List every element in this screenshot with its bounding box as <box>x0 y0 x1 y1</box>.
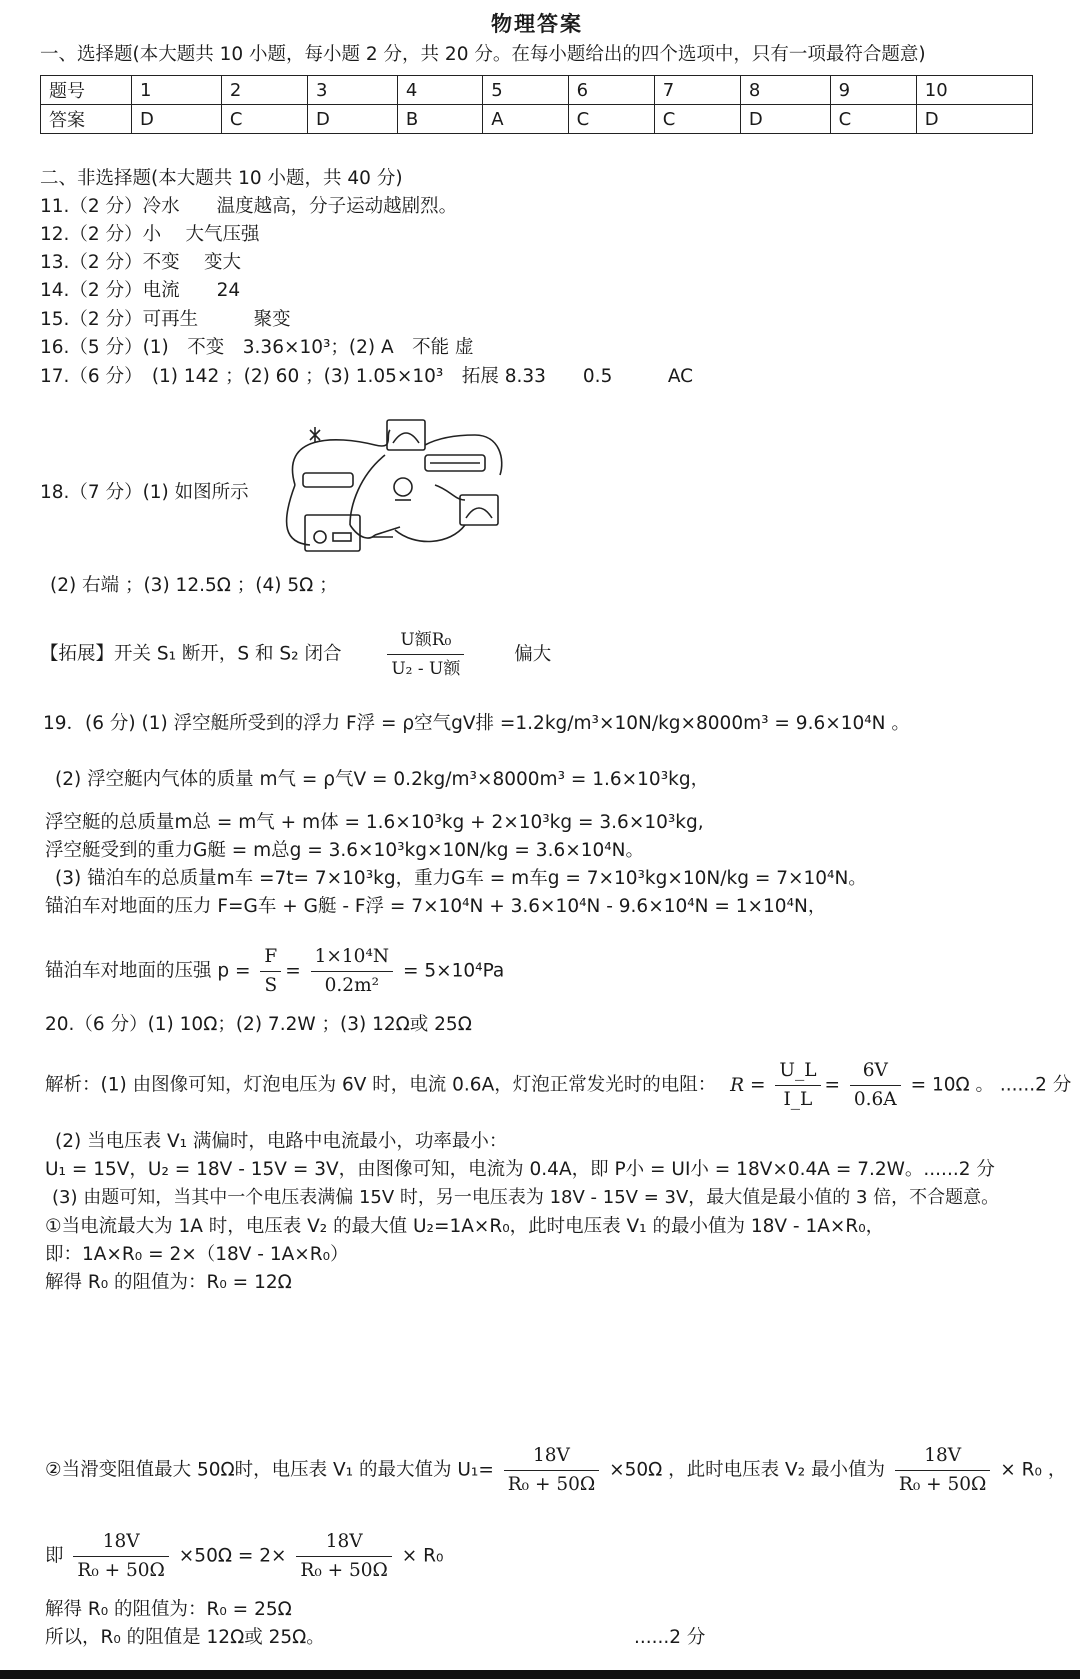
q18-ext-text: 【拓展】开关 S₁ 断开，S 和 S₂ 闭合 <box>40 643 342 665</box>
answer-q19-6: 锚泊车对地面的压力 F=G车 + G艇 - F浮 = 7×10⁴N + 3.6×10⁴N - 9.6×10⁴N = 1×10⁴N， <box>45 896 827 917</box>
fraction <box>850 1057 901 1114</box>
fraction <box>504 1442 600 1499</box>
answer-q18-ext <box>40 626 551 683</box>
circuit-wire <box>292 430 390 485</box>
fraction <box>260 943 281 1000</box>
answer-q19-5: (3) 锚泊车的总质量m车 =7t= 7×10³kg，重力G车 = m车g = 7×10³kg×10N/kg = 7×10⁴N。 <box>55 868 867 889</box>
answer-q19-2: (2) 浮空艇内气体的质量 m气 = ρ气V = 0.2kg/m³×8000m³ = 1.6×10³kg， <box>55 769 710 790</box>
table-cell: C <box>830 105 916 134</box>
section1-heading: 一、选择题(本大题共 10 小题，每小题 2 分，共 20 分。在每小题给出的四个选项中，只有一项最符合题意) <box>40 44 926 65</box>
ammeter-icon <box>387 420 425 450</box>
answer-q20-b3: 解得 R₀ 的阻值为：R₀ = 25Ω <box>45 1599 292 1620</box>
fraction <box>311 943 393 1000</box>
table-row-numbers <box>41 76 1033 105</box>
answer-q20-a2: (2) 当电压表 V₁ 满偏时，电路中电流最小，功率最小： <box>55 1131 508 1152</box>
q20-a1-result: = 10Ω 。 ......2 分 <box>910 1074 1072 1096</box>
circuit-wire <box>395 525 465 541</box>
q20-b1-text: ②当滑变阻值最大 50Ω时，电压表 V₁ 的最大值为 U₁= <box>45 1459 494 1481</box>
fraction <box>296 1528 392 1585</box>
answer-q20-a3: U₁ = 15V，U₂ = 18V - 15V = 3V，由图像可知，电流为 0.4A，即 P小 = UI小 = 18V×0.4A = 7.2W。......2 分 <box>45 1159 995 1180</box>
circuit-diagram <box>275 415 515 555</box>
answer-q20-b4: 所以，R₀ 的阻值是 12Ω或 25Ω。 <box>45 1627 325 1648</box>
page-title: 物理答案 <box>491 12 583 36</box>
fraction-denominator: 0.2m² <box>324 975 380 996</box>
answer-q18-label: 18.（7 分）(1) 如图所示 <box>40 482 249 503</box>
table-cell: 7 <box>654 76 740 105</box>
fraction-numerator: 18V <box>73 1528 169 1557</box>
q19-7-text: 锚泊车对地面的压强 p = <box>45 960 251 982</box>
answer-q20-a6: 即：1A×R₀ = 2×（18V - 1A×R₀） <box>45 1244 349 1265</box>
fraction-denominator: R₀ + 50Ω <box>300 1560 388 1581</box>
answer-table <box>40 75 1033 134</box>
section2-heading: 二、非选择题(本大题共 10 小题，共 40 分) <box>40 168 403 189</box>
table-cell: A <box>483 105 568 134</box>
q20-a1-symbol: R <box>730 1074 745 1096</box>
table-cell: C <box>221 105 307 134</box>
table-cell: C <box>654 105 740 134</box>
voltmeter-icon <box>460 495 498 525</box>
table-cell: D <box>132 105 222 134</box>
circuit-wire <box>350 525 375 538</box>
table-cell: D <box>307 105 397 134</box>
q20-b2-end: × R₀ <box>401 1545 444 1567</box>
fraction-numerator: 6V <box>850 1057 901 1086</box>
table-cell: 8 <box>740 76 830 105</box>
answer-q20-a4: (3) 由题可知，当其中一个电压表满偏 15V 时，另一电压表为 18V - 15V = 3V，最大值是最小值的 3 倍，不合题意。 <box>52 1187 1000 1208</box>
battery-icon <box>303 473 353 487</box>
table-cell: 2 <box>221 76 307 105</box>
fraction <box>775 1057 820 1114</box>
q19-7-result: = 5×10⁴Pa <box>402 960 505 982</box>
answer-q19-1: 19．(6 分) (1) 浮空艇所受到的浮力 F浮 = ρ空气gV排 =1.2kg/m³×10N/kg×8000m³ = 9.6×10⁴N 。 <box>43 713 910 734</box>
answer-q13: 13.（2 分）不变 变大 <box>40 252 241 273</box>
fraction-denominator: R₀ + 50Ω <box>898 1474 987 1495</box>
q18-ext-result: 偏大 <box>514 643 552 665</box>
answer-q11: 11.（2 分）冷水 温度越高，分子运动越剧烈。 <box>40 196 458 217</box>
table-cell: 5 <box>483 76 568 105</box>
answer-q18-b: (2) 右端 ；(3) 12.5Ω ；(4) 5Ω ； <box>50 575 338 596</box>
fraction-denominator: 0.6A <box>853 1089 897 1110</box>
sparkle-icon <box>310 427 320 443</box>
table-cell: 1 <box>132 76 222 105</box>
lamp-icon <box>394 478 412 496</box>
table-cell: D <box>916 105 1032 134</box>
fraction-numerator: 18V <box>296 1528 392 1557</box>
row-label-num: 题号 <box>41 76 132 105</box>
switch-icon <box>372 527 400 537</box>
answer-q20-a1: 解析：(1) 由图像可知，灯泡电压为 6V 时，电流 0.6A，灯泡正常发光时的电阻： R = $\frac{U\_L}{I\_L}$ = $\frac{6V}{0.6A}$ = 10Ω 。 ......2 分 <box>45 1057 1071 1114</box>
table-cell: 10 <box>916 76 1032 105</box>
fraction-numerator: U_L <box>775 1057 820 1086</box>
q20-a1-text: 解析：(1) 由图像可知，灯泡电压为 6V 时，电流 0.6A，灯泡正常发光时的电阻： <box>45 1074 717 1096</box>
answer-q17: 17.（6 分） (1) 142 ；(2) 60 ；(3) 1.05×10³ 拓展 8.33 0.5 AC <box>40 366 694 387</box>
table-cell: C <box>568 105 654 134</box>
answer-q20-head: 20.（6 分）(1) 10Ω；(2) 7.2W ；(3) 12Ω或 25Ω <box>45 1014 472 1035</box>
fraction-numerator: 18V <box>504 1442 600 1471</box>
scan-edge <box>0 1670 1080 1679</box>
fraction-denominator: I_L <box>783 1089 813 1110</box>
table-cell: B <box>397 105 482 134</box>
table-cell: D <box>740 105 830 134</box>
fraction-numerator: U额R₀ <box>387 626 464 655</box>
q20-b2-text: 即 <box>45 1545 64 1567</box>
answer-q19-7: 锚泊车对地面的压强 p = $\frac{F}{S}$ = $\frac{\text{1×10⁴N}}{\text{0.2m²}}$ = 5×10⁴Pa <box>45 943 504 1000</box>
fraction-denominator: U₂ - U额 <box>391 659 461 679</box>
answer-q20-b1 <box>45 1442 1066 1499</box>
q20-b1-mid: ×50Ω ，此时电压表 V₂ 最小值为 <box>609 1459 886 1481</box>
fraction-numerator: F <box>260 943 281 972</box>
fraction-denominator: S <box>264 975 278 996</box>
fraction-numerator: 1×10⁴N <box>311 943 393 972</box>
q20-b2-mid: ×50Ω = 2× <box>178 1545 287 1567</box>
row-label-ans: 答案 <box>41 105 132 134</box>
fraction-numerator: 18V <box>895 1442 991 1471</box>
answer-q20-a7: 解得 R₀ 的阻值为：R₀ = 12Ω <box>45 1272 292 1293</box>
fraction <box>895 1442 991 1499</box>
answer-q12: 12.（2 分）小 大气压强 <box>40 224 260 245</box>
fraction <box>73 1528 169 1585</box>
table-cell: 4 <box>397 76 482 105</box>
answer-q20-b2 <box>45 1528 443 1585</box>
table-cell: 6 <box>568 76 654 105</box>
fraction-denominator: R₀ + 50Ω <box>77 1560 165 1581</box>
q18-ext-fraction <box>387 626 464 683</box>
answer-q16: 16.（5 分）(1) 不变 3.36×10³；(2) A 不能 虚 <box>40 337 474 358</box>
q20-b1-end: × R₀ ， <box>1000 1459 1067 1481</box>
answer-q19-4: 浮空艇受到的重力G艇 = m总g = 3.6×10³kg×10N/kg = 3.6×10⁴N。 <box>45 840 645 861</box>
table-row-answers <box>41 105 1033 134</box>
fraction-denominator: R₀ + 50Ω <box>507 1474 596 1495</box>
answer-q20-a5: ①当电流最大为 1A 时，电压表 V₂ 的最大值 U₂=1A×R₀，此时电压表 V₁ 的最小值为 18V - 1A×R₀， <box>45 1216 885 1237</box>
score-note: ......2 分 <box>634 1627 706 1648</box>
answer-q15: 15.（2 分）可再生 聚变 <box>40 309 291 330</box>
answer-q14: 14.（2 分）电流 24 <box>40 280 241 301</box>
table-cell: 3 <box>307 76 397 105</box>
table-cell: 9 <box>830 76 916 105</box>
answer-q19-3: 浮空艇的总质量m总 = m气 + m体 = 1.6×10³kg + 2×10³kg = 3.6×10³kg, <box>45 812 704 833</box>
